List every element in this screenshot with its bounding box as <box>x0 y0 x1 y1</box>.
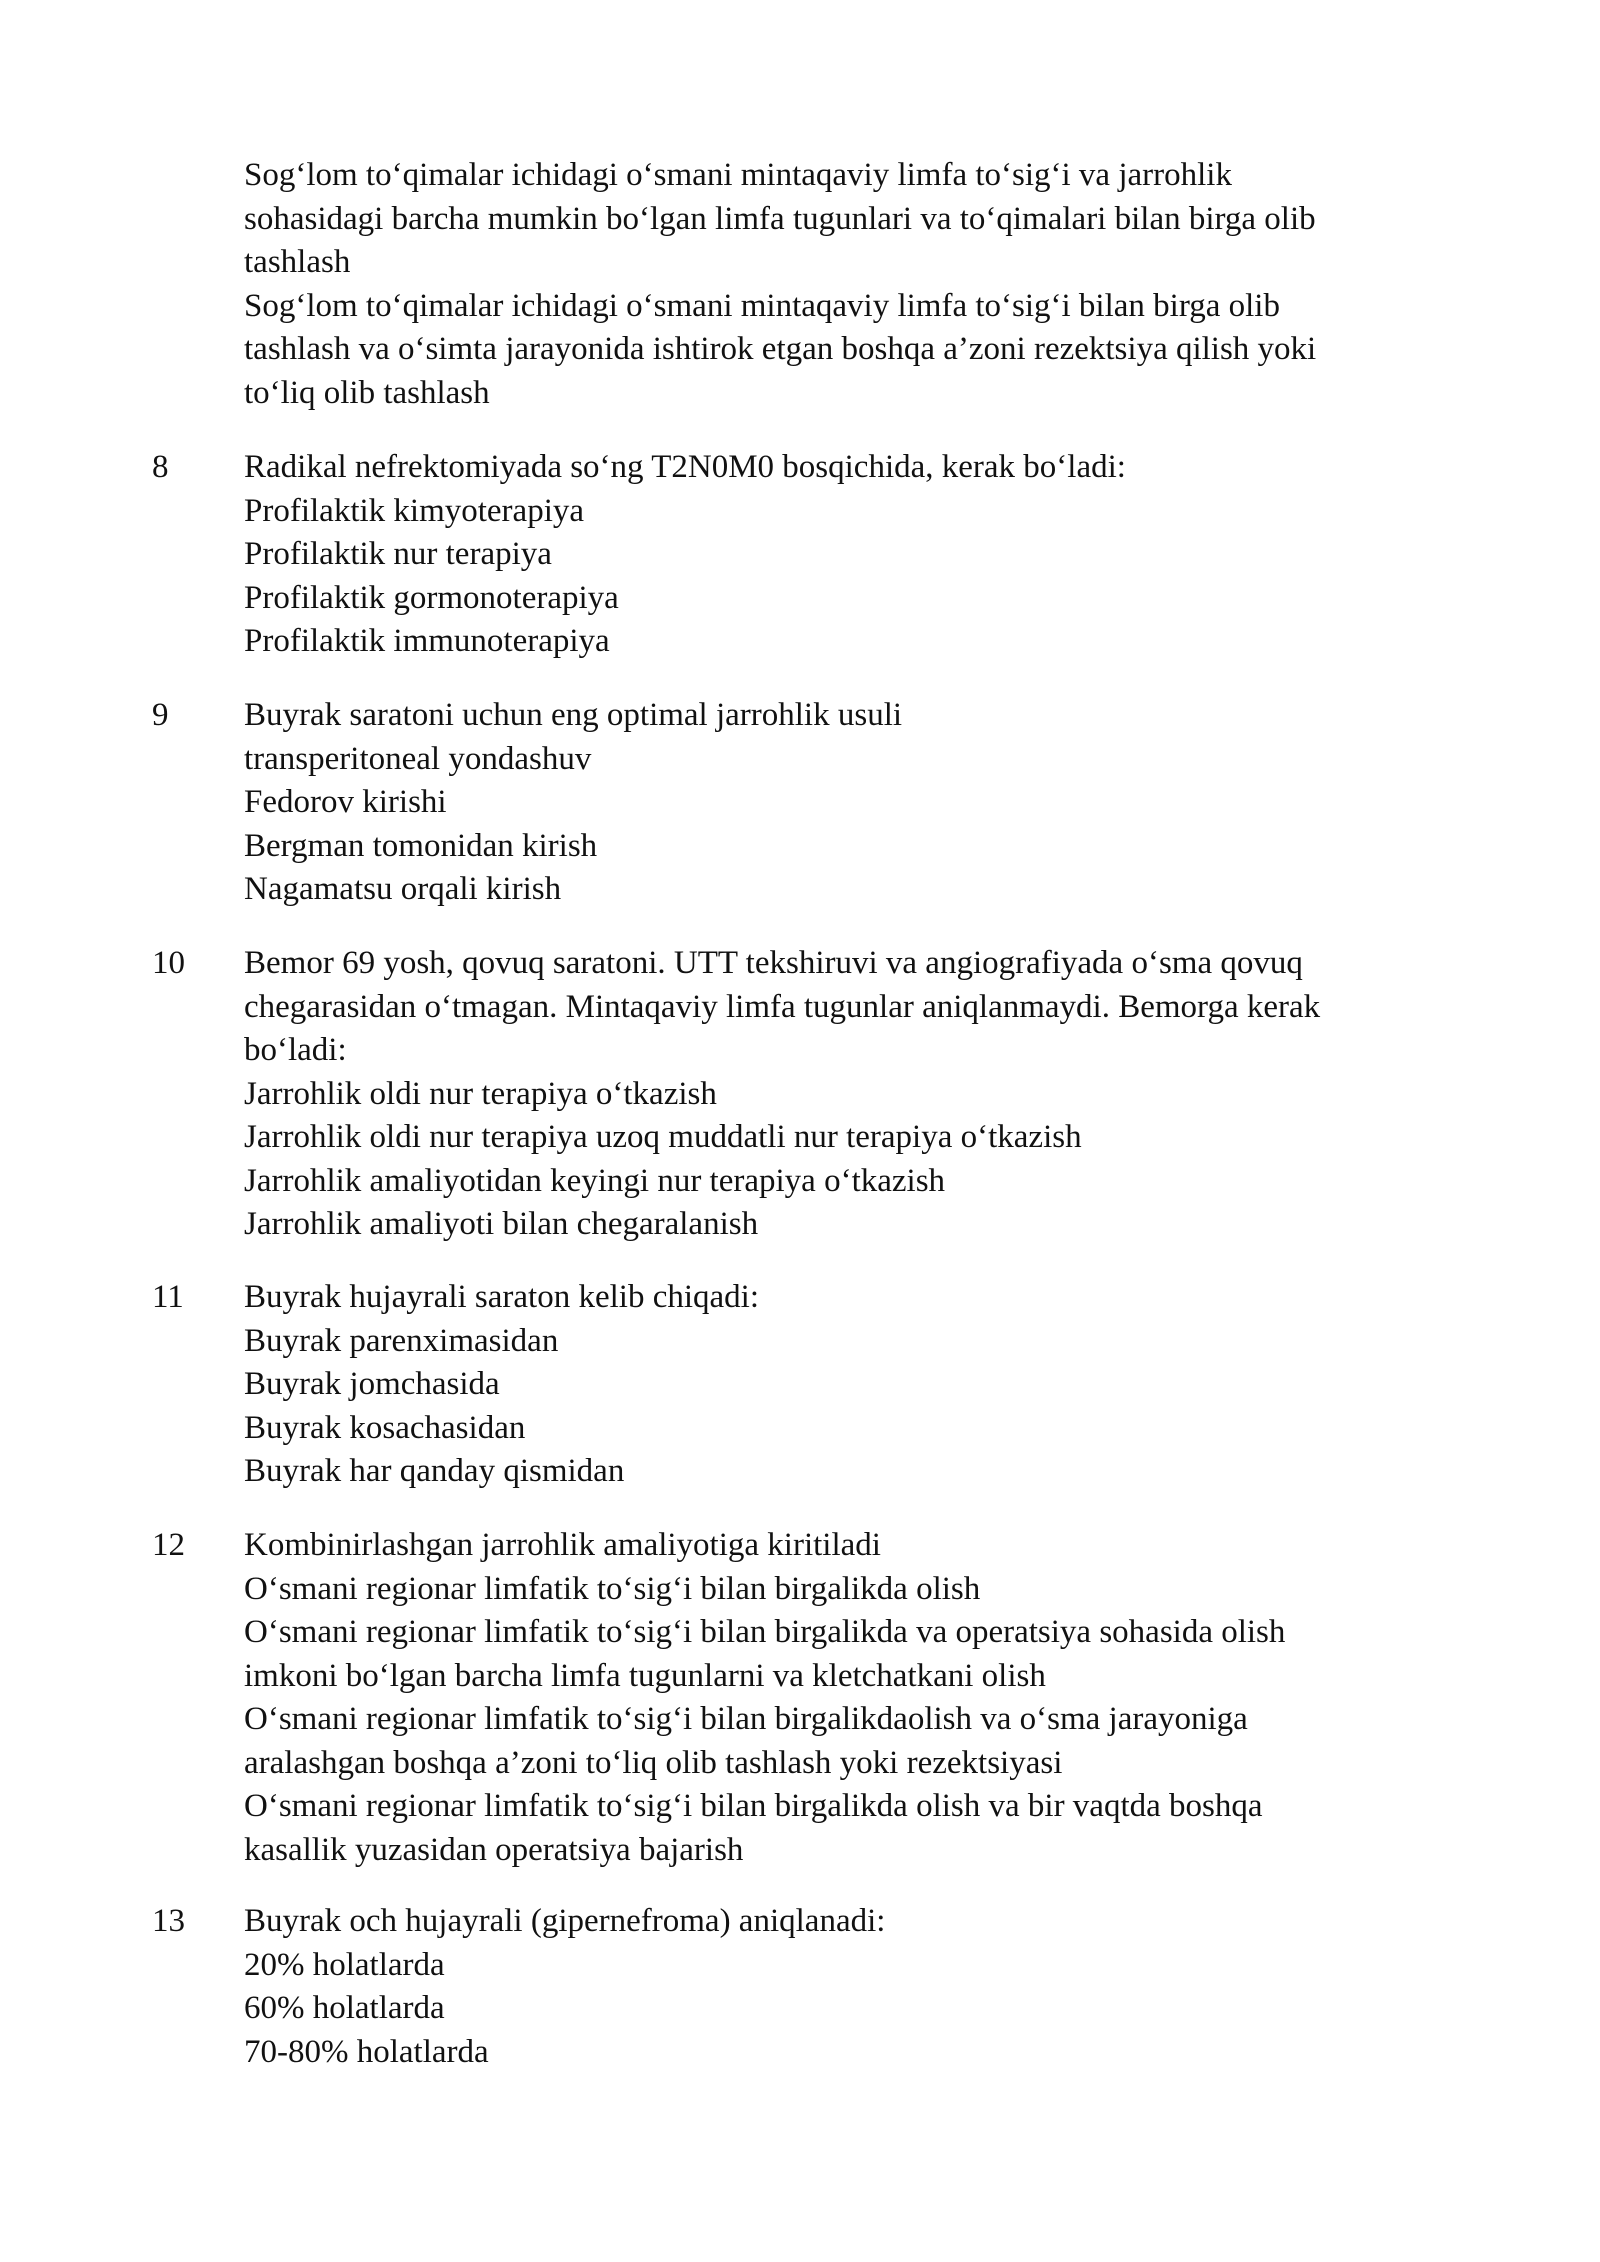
question-text: chegarasidan o‘tmagan. Mintaqaviy limfa tugunlar aniqlanmaydi. Bemorga kerak <box>244 988 1321 1025</box>
question-number: 10 <box>152 945 185 981</box>
question-text: bo‘ladi: <box>244 1032 347 1068</box>
question-number: 13 <box>152 1903 185 1939</box>
answer-option: aralashgan boshqa a’zoni to‘liq olib tashlash yoki rezektsiyasi <box>244 1744 1063 1781</box>
question-block <box>244 1276 1494 1494</box>
answer-option: O‘smani regionar limfatik to‘sig‘i bilan birgalikda va operatsiya sohasida olish <box>244 1614 1286 1650</box>
answer-option: 60% holatlarda <box>244 1990 445 2026</box>
text-line: tashlash va o‘simta jarayonida ishtirok etgan boshqa a’zoni rezektsiya qilish yoki <box>244 331 1317 367</box>
question-text: Buyrak saratoni uchun eng optimal jarrohlik usuli <box>244 697 903 733</box>
answer-option: imkoni bo‘lgan barcha limfa tugunlarni va kletchatkani olish <box>244 1657 1046 1694</box>
answer-option: O‘smani regionar limfatik to‘sig‘i bilan birgalikdaolish va o‘sma jarayoniga <box>244 1701 1248 1737</box>
question-block <box>244 694 1494 912</box>
answer-option: O‘smani regionar limfatik to‘sig‘i bilan birgalikda olish <box>244 1570 981 1607</box>
answer-option: 70-80% holatlarda <box>244 2033 489 2070</box>
question-block <box>244 942 1494 1247</box>
answer-option: Jarrohlik amaliyoti bilan chegaralanish <box>244 1206 759 1242</box>
question-block <box>244 1900 1494 2074</box>
answer-option: Buyrak parenximasidan <box>244 1322 559 1359</box>
answer-option: Jarrohlik amaliyotidan keyingi nur terapiya o‘tkazish <box>244 1162 946 1199</box>
answer-option: Profilaktik gormonoterapiya <box>244 579 619 616</box>
question-text: Bemor 69 yosh, qovuq saratoni. UTT tekshiruvi va angiografiyada o‘sma qovuq <box>244 945 1303 981</box>
answer-option: O‘smani regionar limfatik to‘sig‘i bilan birgalikda olish va bir vaqtda boshqa <box>244 1788 1263 1824</box>
question-number: 9 <box>152 697 169 733</box>
answer-option: Bergman tomonidan kirish <box>244 827 598 864</box>
answer-option: Fedorov kirishi <box>244 784 447 820</box>
answer-option: Profilaktik kimyoterapiya <box>244 492 585 529</box>
answer-option: kasallik yuzasidan operatsiya bajarish <box>244 1831 744 1868</box>
answer-option: Jarrohlik oldi nur terapiya uzoq muddatli nur terapiya o‘tkazish <box>244 1119 1082 1155</box>
answer-option: Buyrak jomchasida <box>244 1366 500 1402</box>
question-number: 11 <box>152 1279 184 1315</box>
question-text: Radikal nefrektomiyada so‘ng T2N0M0 bosqichida, kerak bo‘ladi: <box>244 449 1126 485</box>
question-number: 8 <box>152 449 169 485</box>
answer-option: 20% holatlarda <box>244 1946 445 1983</box>
answer-option: Buyrak kosachasidan <box>244 1409 526 1446</box>
question-text: Buyrak och hujayrali (gipernefroma) aniqlanadi: <box>244 1903 886 1939</box>
question-text: Buyrak hujayrali saraton kelib chiqadi: <box>244 1279 760 1315</box>
question-number: 12 <box>152 1527 185 1563</box>
answer-option: transperitoneal yondashuv <box>244 740 592 777</box>
answer-option: Jarrohlik oldi nur terapiya o‘tkazish <box>244 1075 717 1112</box>
continuation-block <box>244 154 1494 415</box>
question-block <box>244 1524 1494 1872</box>
question-block <box>244 446 1494 664</box>
text-line: Sog‘lom to‘qimalar ichidagi o‘smani mintaqaviy limfa to‘sig‘i bilan birga olib <box>244 287 1280 324</box>
answer-option: Profilaktik immunoterapiya <box>244 623 610 659</box>
text-line: sohasidagi barcha mumkin bo‘lgan limfa tugunlari va to‘qimalari bilan birga olib <box>244 200 1316 237</box>
text-line: to‘liq olib tashlash <box>244 374 490 411</box>
answer-option: Profilaktik nur terapiya <box>244 536 552 572</box>
text-line: tashlash <box>244 244 351 280</box>
answer-option: Nagamatsu orqali kirish <box>244 871 562 907</box>
question-text: Kombinirlashgan jarrohlik amaliyotiga kiritiladi <box>244 1527 881 1563</box>
text-line: Sog‘lom to‘qimalar ichidagi o‘smani mintaqaviy limfa to‘sig‘i va jarrohlik <box>244 157 1232 193</box>
answer-option: Buyrak har qanday qismidan <box>244 1453 625 1489</box>
